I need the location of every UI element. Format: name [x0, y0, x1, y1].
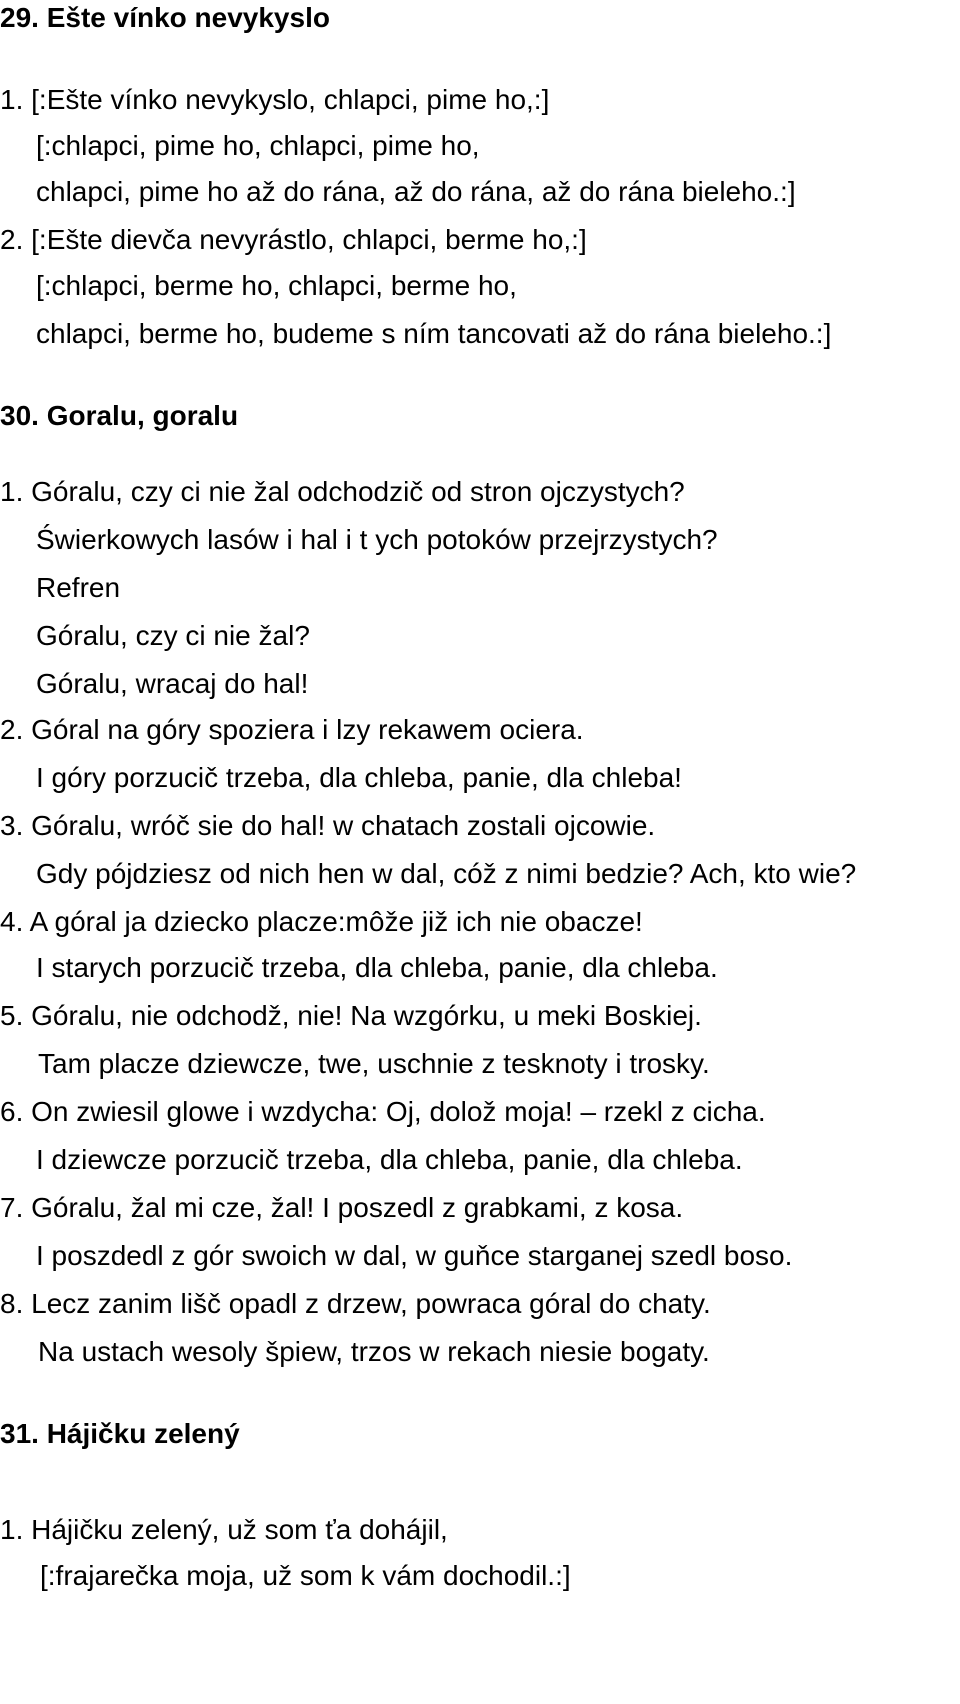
verse-line: I dziewcze porzucič trzeba, dla chleba, panie, dla chleba.: [36, 1144, 743, 1175]
verse-line: I góry porzucič trzeba, dla chleba, panie, dla chleba!: [36, 762, 682, 793]
song-title: 29. Ešte vínko nevykyslo: [0, 2, 330, 33]
verse-line: 1. [:Ešte vínko nevykyslo, chlapci, pime ho,:]: [0, 84, 550, 115]
verse-line: 7. Góralu, žal mi cze, žal! I poszedl z grabkami, z kosa.: [0, 1192, 684, 1223]
verse-line: I poszdedl z gór swoich w dal, w guňce starganej szedl boso.: [36, 1240, 793, 1271]
verse-line: Na ustach wesoly špiew, trzos w rekach niesie bogaty.: [38, 1336, 710, 1367]
verse-line: 1. Hájičku zelený, už som ťa dohájil,: [0, 1514, 448, 1545]
verse-line: chlapci, pime ho až do rána, až do rána, až do rána bieleho.:]: [36, 176, 796, 207]
song-title: 30. Goralu, goralu: [0, 400, 239, 431]
verse-line: 3. Góralu, wróč sie do hal! w chatach zostali ojcowie.: [0, 810, 656, 841]
verse-line: [:frajarečka moja, už som k vám dochodil.:]: [40, 1560, 571, 1591]
verse-line: Góralu, wracaj do hal!: [36, 668, 309, 699]
verse-line: 5. Góralu, nie odchodž, nie! Na wzgórku, u meki Boskiej.: [0, 1000, 702, 1031]
verse-line: chlapci, berme ho, budeme s ním tancovati až do rána bieleho.:]: [36, 318, 832, 349]
song-title: 31. Hájičku zelený: [0, 1418, 240, 1449]
verse-line: 2. [:Ešte dievča nevyrástlo, chlapci, berme ho,:]: [0, 224, 587, 255]
verse-line: 1. Góralu, czy ci nie žal odchodzič od stron ojczystych?: [0, 476, 685, 507]
verse-line: [:chlapci, pime ho, chlapci, pime ho,: [36, 130, 480, 161]
refrain-label: Refren: [36, 572, 121, 603]
verse-line: 4. A góral ja dziecko placze:môže již ich nie obacze!: [0, 906, 643, 937]
verse-line: Góralu, czy ci nie žal?: [36, 620, 310, 651]
verse-line: 8. Lecz zanim lišč opadl z drzew, powraca góral do chaty.: [0, 1288, 711, 1319]
verse-line: Tam placze dziewcze, twe, uschnie z tesknoty i trosky.: [38, 1048, 710, 1079]
verse-line: 2. Góral na góry spoziera i lzy rekawem ociera.: [0, 714, 584, 745]
verse-line: I starych porzucič trzeba, dla chleba, panie, dla chleba.: [36, 952, 718, 983]
verse-line: 6. On zwiesil glowe i wzdycha: Oj, dolož moja! – rzekl z cicha.: [0, 1096, 766, 1127]
verse-line: [:chlapci, berme ho, chlapci, berme ho,: [36, 270, 517, 301]
verse-line: Gdy pójdziesz od nich hen w dal, cóž z nimi bedzie? Ach, kto wie?: [36, 858, 857, 889]
verse-line: Świerkowych lasów i hal i t ych potoków przejrzystych?: [36, 524, 718, 555]
